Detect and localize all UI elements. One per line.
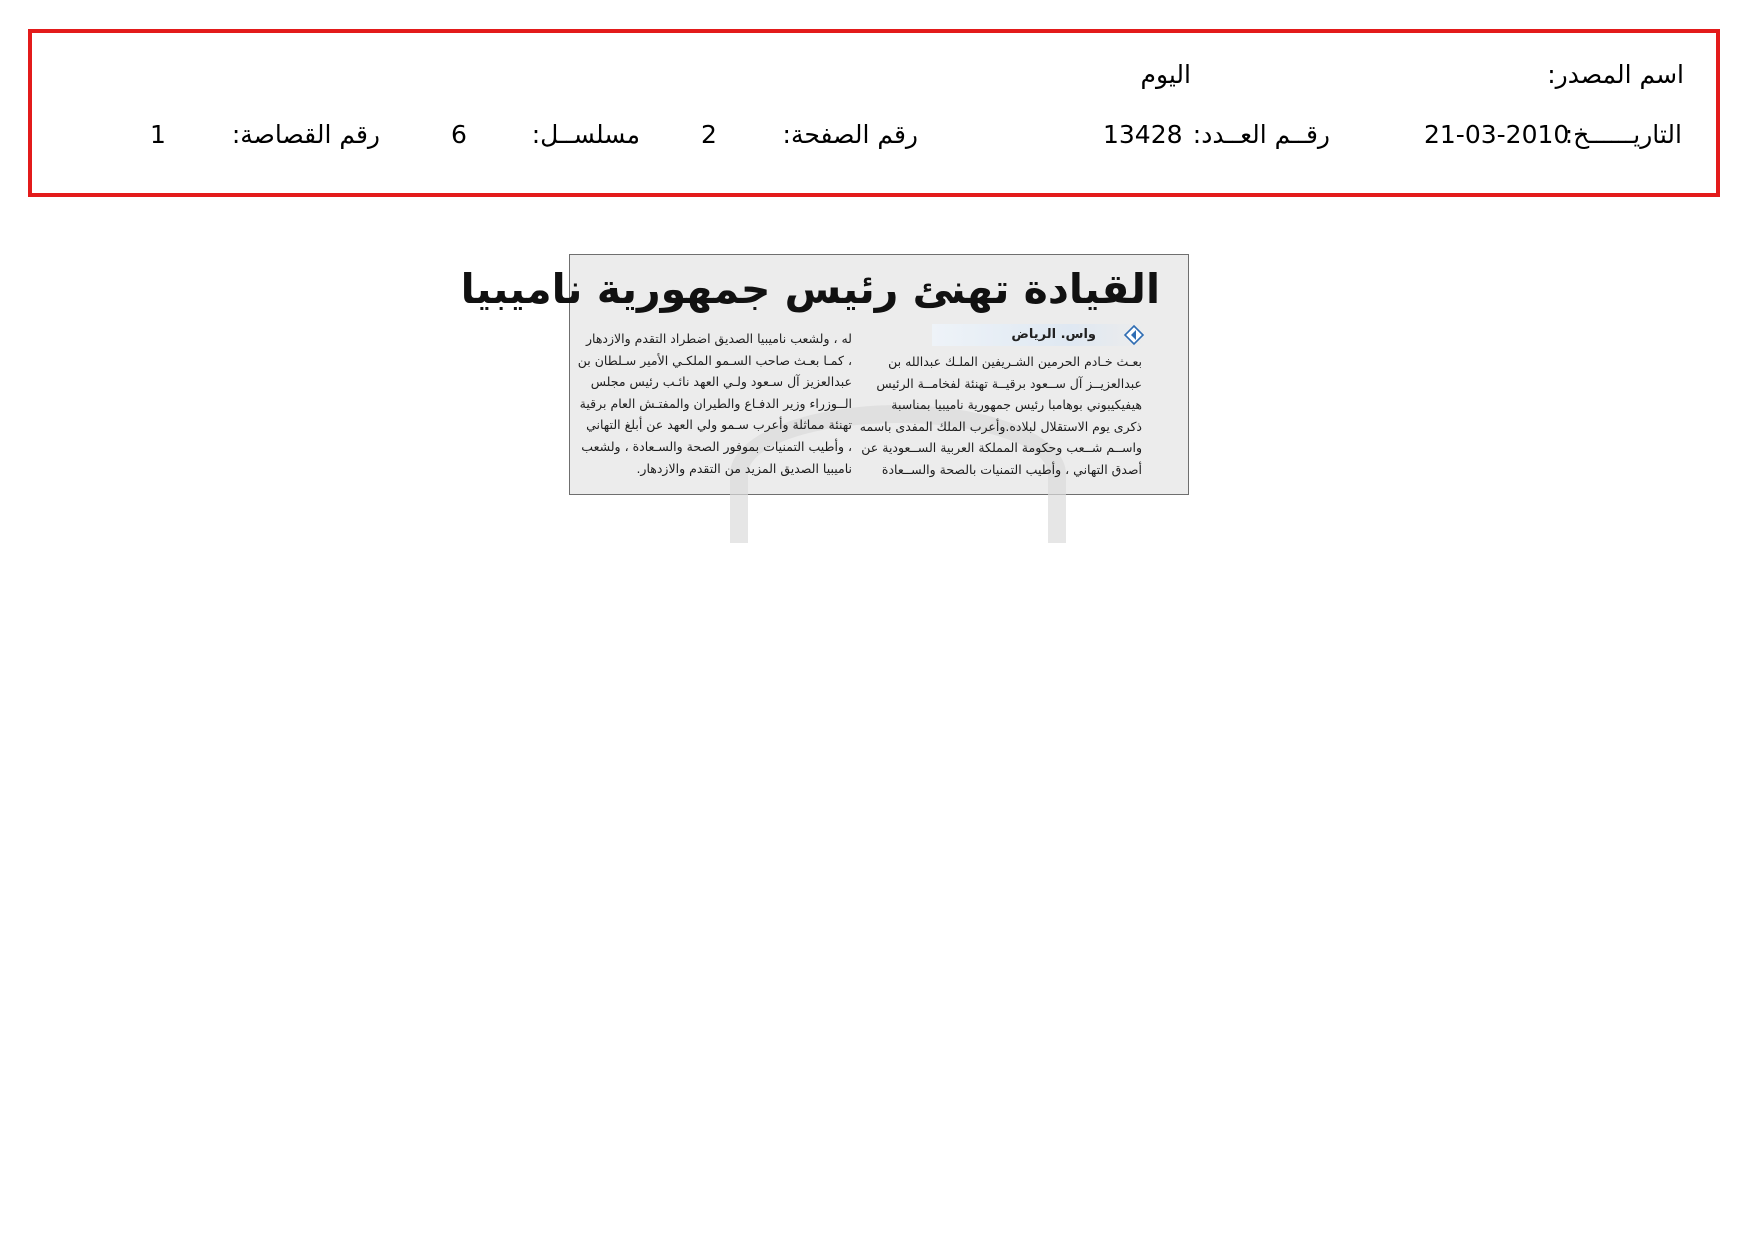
article-line: عبدالعزيز آل سـعود ولـي العهد نائـب رئيس مجلس [590,374,852,390]
article-line: ذكرى يوم الاستقلال لبلاده.وأعرب الملك المفدى باسمه [859,418,1142,434]
metadata-header-box [28,29,1720,197]
article-line: ناميبيا الصديق المزيد من التقدم والازدهار. [636,460,852,476]
article-line: واســم شــعب وحكومة المملكة العربية الســعودية عن [861,440,1142,456]
serial-value: 6 [451,120,467,149]
serial-label: مسلســل: [531,120,640,149]
issue-value: 13428 [1103,120,1183,149]
article-line: هيفيكيبوني بوهامبا رئيس جمهورية ناميبيا بمناسبة [891,397,1142,413]
newspaper-clipping [460,254,1189,495]
date-label: التاريــــــخ: [1564,120,1682,149]
page-value: 2 [701,120,717,149]
source-value: اليوم [1140,60,1191,89]
article-line: له ، ولشعب ناميبيا الصديق اضطراد التقدم والازدهار [586,331,852,346]
article-headline: القيادة تهنئ رئيس جمهورية ناميبيا [460,265,1160,313]
byline [932,324,1144,346]
source-label: اسم المصدر: [1547,60,1684,89]
article-line: ، كمـا بعـث صاحب السـمو الملكـي الأمير سـلطان بن [577,352,852,368]
article-line: أصدق التهاني ، وأطيب التمنيات بالصحة والســعادة [881,461,1142,477]
date-value: 21-03-2010 [1424,120,1570,149]
page-label: رقم الصفحة: [782,120,918,149]
issue-label: رقــم العــدد: [1192,120,1330,149]
article-line: بعـث خـادم الحرمين الشـريفين الملـك عبدالله بن [888,354,1142,369]
article-column-left [577,328,852,479]
diamond-arrow-icon [1124,325,1144,345]
byline-text: واس. الرياض [1011,327,1096,342]
article-line: الــوزراء وزير الدفـاع والطيران والمفتـش العام برقية [579,395,852,411]
article-line: تهنئة مماثلة وأعرب سـمو ولي العهد عن أبلغ التهاني [586,417,852,433]
article-line: عبدالعزيــز آل ســعود برقيــة تهنئة لفخامــة الرئيس [876,375,1142,391]
article-column-right [859,351,1142,481]
clipping-value: 1 [150,120,166,149]
clipping-label: رقم القصاصة: [231,120,380,149]
article-line: ، وأطيب التمنيات بموفور الصحة والسـعادة ، ولشعب [581,438,852,454]
